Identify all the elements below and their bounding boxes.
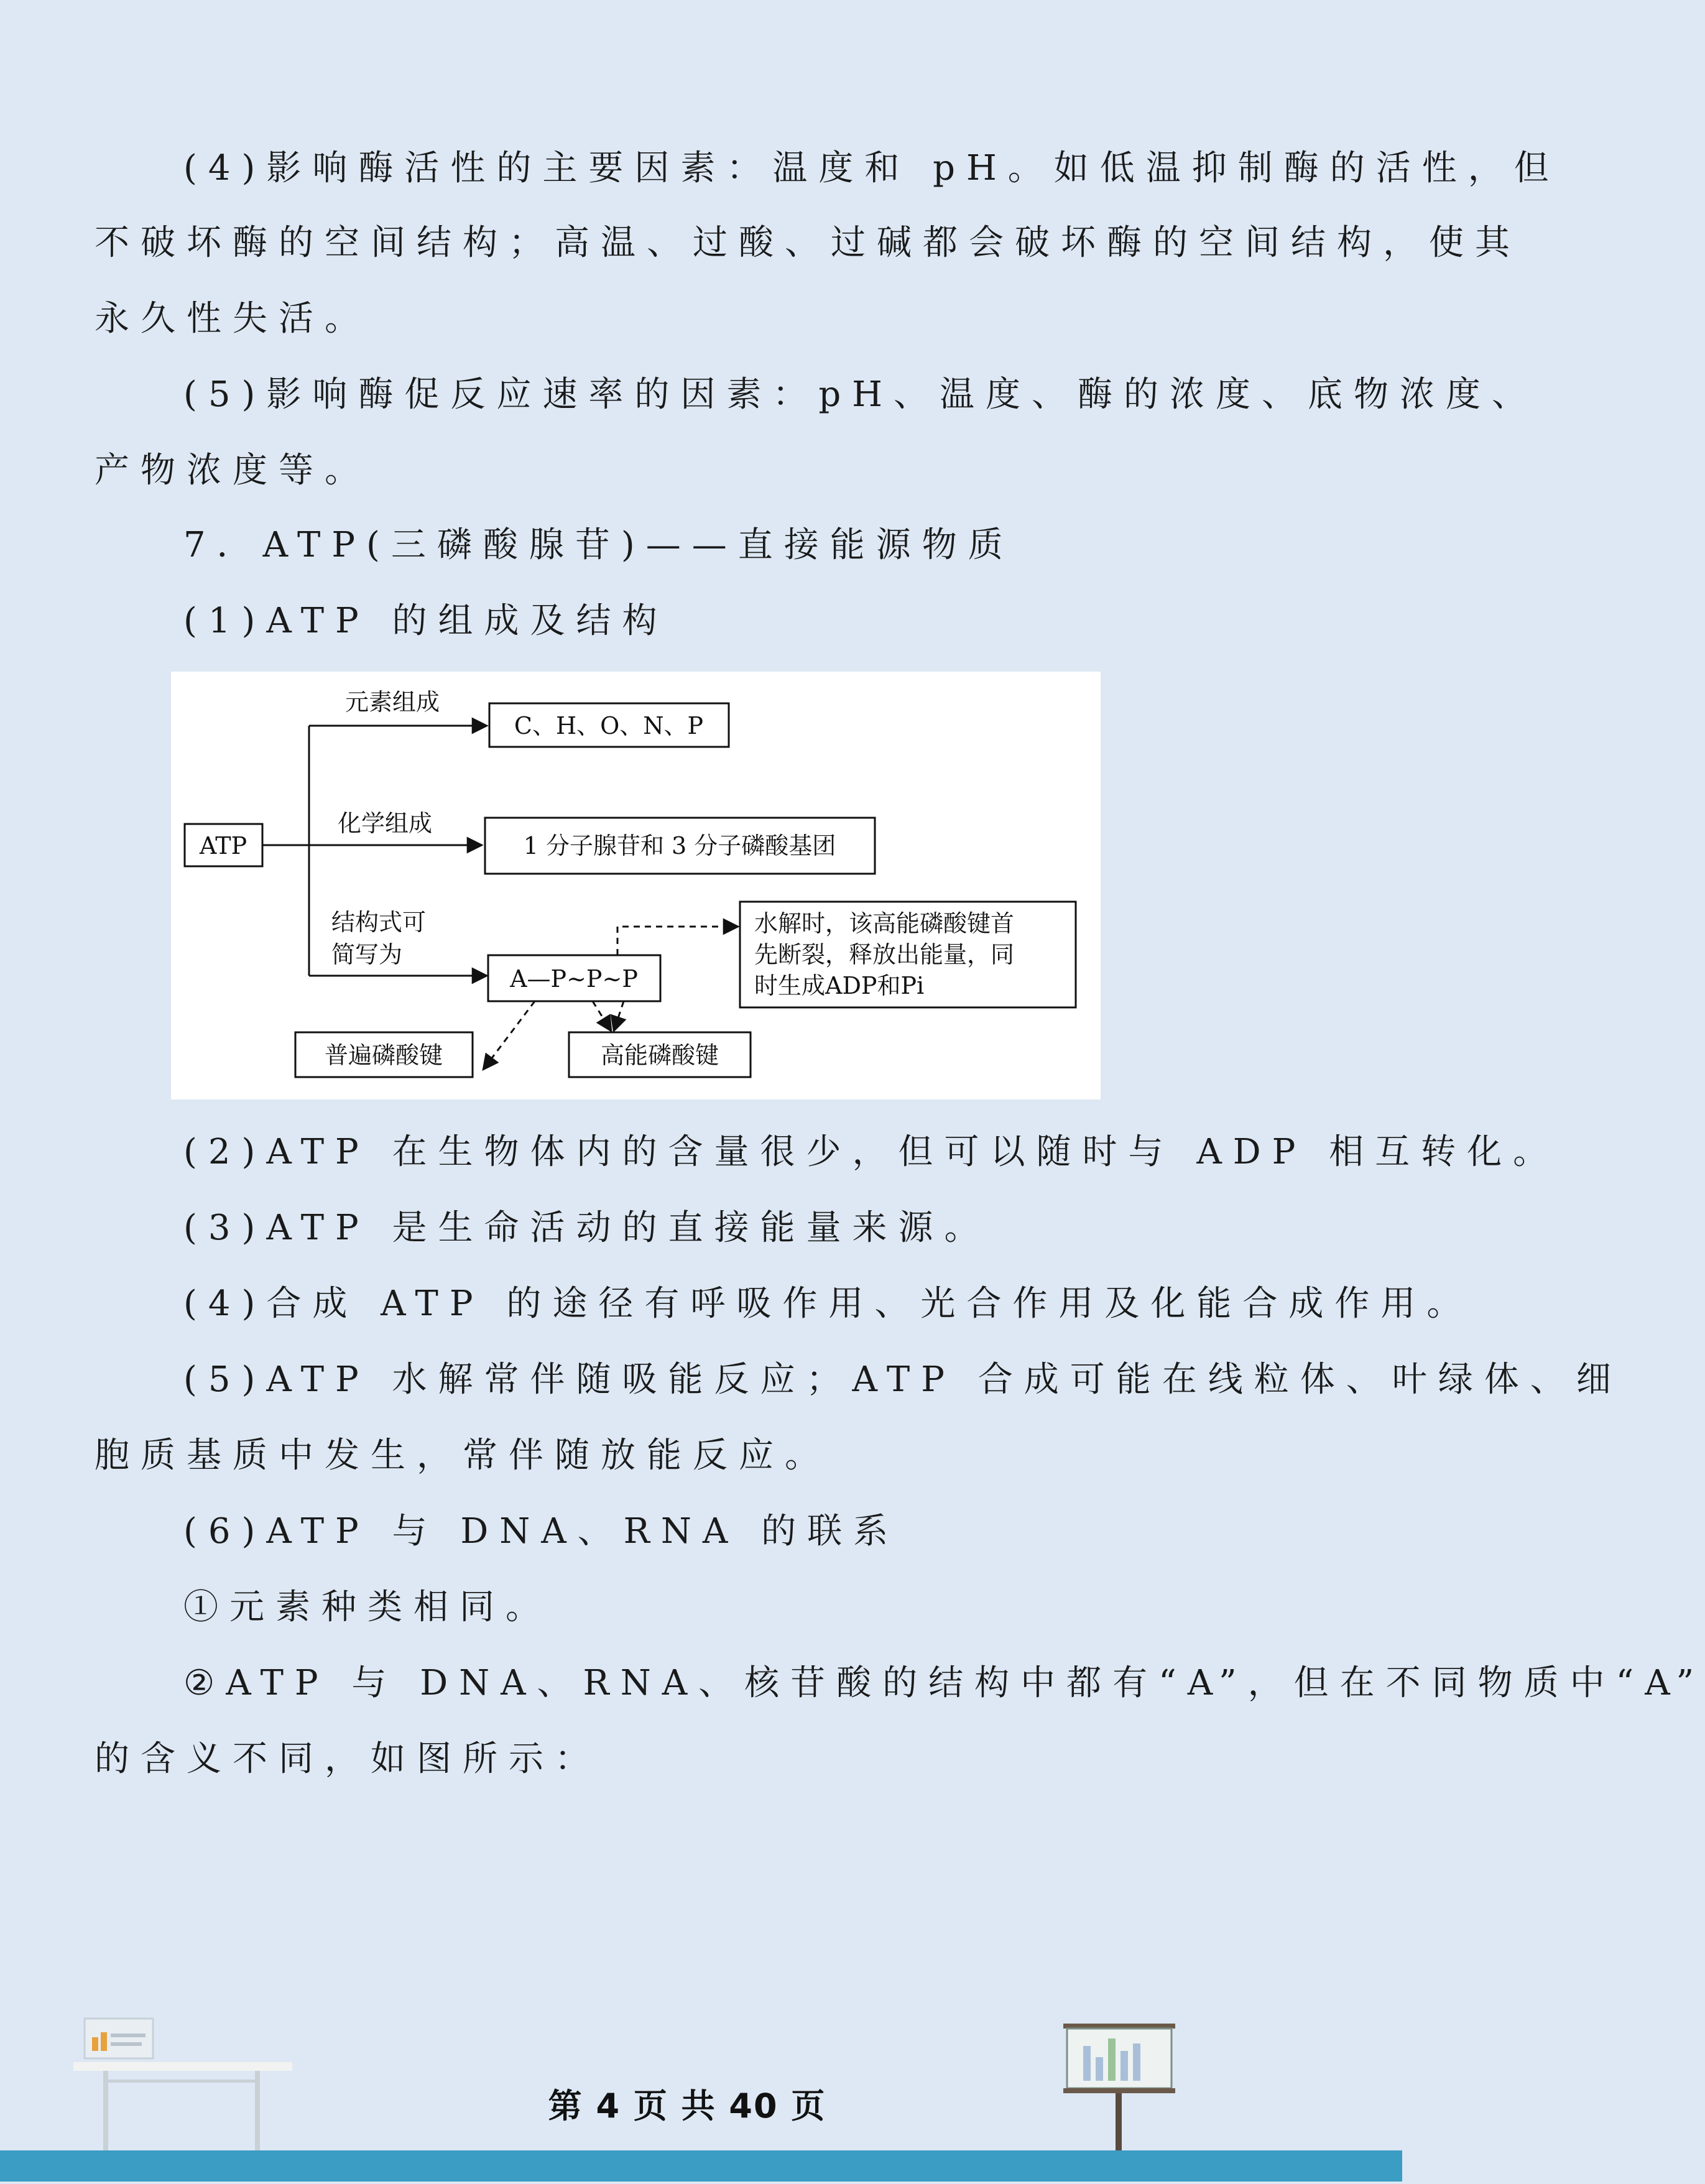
branch-label-structure-l2: 简写为 — [331, 941, 403, 968]
paragraph-line: (5)ATP 水解常伴随吸能反应；ATP 合成可能在线粒体、叶绿体、细 — [183, 1359, 1622, 1400]
high-energy-bond-text: 高能磷酸键 — [600, 1042, 719, 1069]
paragraph-line: (5)影响酶促反应速率的因素：pH、温度、酶的浓度、底物浓度、 — [183, 374, 1538, 415]
paragraph-line: 永久性失活。 — [95, 298, 371, 339]
atp-root-label: ATP — [199, 832, 247, 859]
hydrolysis-note-l1: 水解时，该高能磷酸键首 — [754, 910, 1015, 937]
bottom-bar — [0, 2150, 1402, 2182]
paragraph-line: 胞质基质中发生，常伴随放能反应。 — [95, 1435, 831, 1476]
paragraph-line: 产物浓度等。 — [95, 450, 371, 491]
paragraph-line: ①元素种类相同。 — [183, 1587, 552, 1627]
hydrolysis-note-l3: 时生成ADP和Pi — [754, 972, 925, 999]
paragraph-line: 的含义不同，如图所示： — [95, 1739, 601, 1779]
paragraph-line: (3)ATP 是生命活动的直接能量来源。 — [183, 1208, 991, 1248]
subsection-heading: (1)ATP 的组成及结构 — [183, 601, 668, 641]
page-number-label: 第 4 页 共 40 页 — [548, 2086, 826, 2126]
paragraph-line: ②ATP 与 DNA、RNA、核苷酸的结构中都有“A”，但在不同物质中“A” — [183, 1663, 1705, 1703]
common-bond-text: 普遍磷酸键 — [324, 1042, 443, 1069]
paragraph-line: (6)ATP 与 DNA、RNA 的联系 — [183, 1511, 900, 1552]
chemical-box-text: 1 分子腺苷和 3 分子磷酸基团 — [523, 832, 836, 859]
paragraph-line: (4)影响酶活性的主要因素：温度和 pH。如低温抑制酶的活性，但 — [183, 148, 1560, 188]
formula-text: A—P~P~P — [510, 965, 638, 993]
atp-structure-diagram — [171, 672, 1101, 1099]
elements-box-text: C、H、O、N、P — [514, 712, 704, 739]
branch-label-structure-l1: 结构式可 — [331, 909, 427, 936]
paragraph-line: (2)ATP 在生物体内的含量很少，但可以随时与 ADP 相互转化。 — [183, 1132, 1559, 1172]
branch-label-elements: 元素组成 — [345, 688, 440, 716]
paragraph-line: 不破坏酶的空间结构；高温、过酸、过碱都会破坏酶的空间结构，使其 — [95, 223, 1521, 263]
hydrolysis-note-l2: 先断裂，释放出能量，同 — [754, 941, 1015, 968]
branch-label-chemical: 化学组成 — [338, 810, 433, 837]
section-heading: 7．ATP(三磷酸腺苷)——直接能源物质 — [183, 525, 1014, 565]
paragraph-line: (4)合成 ATP 的途径有呼吸作用、光合作用及化能合成作用。 — [183, 1284, 1473, 1324]
